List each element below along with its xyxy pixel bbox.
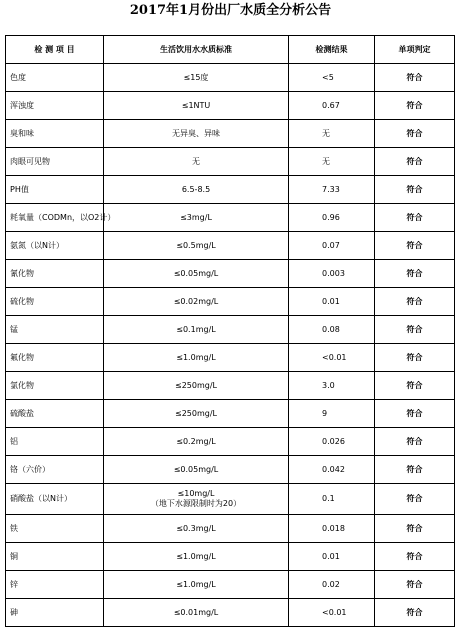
result-cell-text: 0.026	[322, 436, 345, 446]
standard-cell	[104, 428, 289, 456]
standard-cell-text: ≤1.0mg/L	[176, 551, 216, 561]
item-cell-text: PH值	[10, 184, 29, 194]
item-cell	[6, 316, 104, 344]
item-cell-text: 铁	[10, 523, 18, 533]
standard-cell-text: ≤0.01mg/L	[173, 607, 219, 617]
verdict-cell	[375, 260, 455, 288]
verdict-cell	[375, 372, 455, 400]
header-item: 检 测 项 目	[6, 36, 104, 64]
verdict-cell-text: 符合	[406, 352, 423, 362]
standard-cell	[104, 204, 289, 232]
standard-cell-text: ≤15度	[183, 72, 209, 82]
result-cell-text: 7.33	[322, 184, 340, 194]
header-result: 检测结果	[289, 36, 375, 64]
standard-cell-text: 6.5-8.5	[181, 184, 211, 194]
standard-cell	[104, 92, 289, 120]
verdict-cell	[375, 176, 455, 204]
table-row	[6, 288, 455, 316]
item-cell	[6, 428, 104, 456]
standard-cell-text: ≤250mg/L	[175, 408, 217, 418]
standard-cell	[104, 515, 289, 543]
verdict-cell	[375, 92, 455, 120]
item-cell	[6, 232, 104, 260]
result-cell	[289, 120, 375, 148]
verdict-cell	[375, 64, 455, 92]
verdict-cell	[375, 484, 455, 515]
standard-cell-text: 无异臭、异味	[172, 128, 220, 138]
table-row	[6, 148, 455, 176]
verdict-cell	[375, 571, 455, 599]
verdict-cell	[375, 599, 455, 627]
result-cell-text: 0.003	[322, 268, 345, 278]
item-cell	[6, 571, 104, 599]
standard-cell-text: ≤0.3mg/L	[176, 523, 216, 533]
result-cell-text: 0.07	[322, 240, 340, 250]
standard-note: （地下水源限制时为20）	[150, 499, 242, 508]
verdict-cell	[375, 316, 455, 344]
standard-cell	[104, 400, 289, 428]
verdict-cell-text: 符合	[406, 212, 423, 222]
table-row	[6, 515, 455, 543]
verdict-cell	[375, 400, 455, 428]
verdict-cell	[375, 456, 455, 484]
standard-cell	[104, 176, 289, 204]
verdict-cell	[375, 204, 455, 232]
table-row	[6, 372, 455, 400]
result-cell-text: <0.01	[322, 607, 347, 617]
result-cell-text: 无	[322, 128, 330, 138]
item-cell	[6, 288, 104, 316]
item-cell	[6, 92, 104, 120]
table-row	[6, 64, 455, 92]
result-cell	[289, 484, 375, 515]
result-cell	[289, 288, 375, 316]
item-cell-text: 氯化物	[10, 380, 34, 390]
result-cell	[289, 204, 375, 232]
result-cell-text: 无	[322, 156, 330, 166]
table-row	[6, 232, 455, 260]
table-header-row	[6, 36, 455, 64]
standard-cell-text: ≤0.02mg/L	[173, 296, 219, 306]
item-cell-text: 浑浊度	[10, 100, 34, 110]
result-cell	[289, 176, 375, 204]
standard-cell-text: 无	[192, 156, 200, 166]
table-row	[6, 120, 455, 148]
item-cell	[6, 515, 104, 543]
verdict-cell-text: 符合	[406, 240, 423, 250]
result-cell	[289, 400, 375, 428]
standard-cell	[104, 316, 289, 344]
verdict-cell-text: 符合	[406, 607, 423, 617]
result-cell	[289, 456, 375, 484]
result-cell	[289, 232, 375, 260]
standard-cell-text: ≤1.0mg/L	[176, 352, 216, 362]
result-cell	[289, 428, 375, 456]
item-cell	[6, 543, 104, 571]
standard-cell	[104, 344, 289, 372]
item-cell	[6, 344, 104, 372]
standard-cell-text: ≤1.0mg/L	[176, 579, 216, 589]
result-cell-text: 0.08	[322, 324, 340, 334]
standard-cell	[104, 484, 289, 515]
verdict-cell-text: 符合	[406, 579, 423, 589]
item-cell-text: 色度	[10, 72, 26, 82]
result-cell	[289, 571, 375, 599]
item-cell-text: 氰化物	[10, 268, 34, 278]
verdict-cell-text: 符合	[406, 128, 423, 138]
verdict-cell	[375, 428, 455, 456]
item-cell-text: 氨氮（以N计）	[10, 240, 64, 250]
result-cell-text: <0.01	[322, 352, 347, 362]
standard-cell-text: ≤0.05mg/L	[173, 268, 219, 278]
standard-cell	[104, 232, 289, 260]
standard-cell-text: ≤3mg/L	[180, 212, 212, 222]
item-cell-text: 砷	[10, 607, 18, 617]
header-standard: 生活饮用水水质标准	[104, 36, 289, 64]
verdict-cell-text: 符合	[406, 296, 423, 306]
verdict-cell	[375, 543, 455, 571]
standard-cell	[104, 64, 289, 92]
verdict-cell-text: 符合	[406, 72, 423, 82]
verdict-cell-text: 符合	[406, 494, 423, 503]
verdict-cell	[375, 120, 455, 148]
item-cell	[6, 456, 104, 484]
standard-cell-text: ≤250mg/L	[175, 380, 217, 390]
standard-cell-text: ≤10mg/L	[177, 489, 215, 498]
item-cell-text: 锌	[10, 579, 18, 589]
item-cell	[6, 484, 104, 515]
item-cell-text: 铝	[10, 436, 18, 446]
table-row	[6, 344, 455, 372]
item-cell-text: 铜	[10, 551, 18, 561]
result-cell	[289, 344, 375, 372]
result-cell-text: 9	[322, 408, 328, 418]
result-cell	[289, 316, 375, 344]
page-title: 2017年1月份出厂水质全分析公告	[129, 3, 332, 18]
standard-cell-text: ≤0.05mg/L	[173, 464, 219, 474]
result-cell	[289, 372, 375, 400]
standard-cell-text: ≤1NTU	[181, 100, 211, 110]
item-cell	[6, 372, 104, 400]
standard-cell	[104, 120, 289, 148]
verdict-cell	[375, 148, 455, 176]
table-row	[6, 543, 455, 571]
verdict-cell	[375, 288, 455, 316]
table-row	[6, 400, 455, 428]
verdict-cell-text: 符合	[406, 523, 423, 533]
verdict-cell	[375, 232, 455, 260]
water-quality-table	[5, 35, 455, 627]
standard-cell	[104, 372, 289, 400]
item-cell-text: 肉眼可见物	[10, 156, 50, 166]
result-cell-text: 0.01	[322, 296, 340, 306]
standard-cell	[104, 288, 289, 316]
result-cell-text: 3.0	[322, 380, 335, 390]
table-row	[6, 92, 455, 120]
result-cell	[289, 599, 375, 627]
standard-cell-text: ≤0.5mg/L	[176, 240, 216, 250]
standard-cell	[104, 260, 289, 288]
item-cell-text: 硫酸盐	[10, 408, 34, 418]
item-cell-text: 锰	[10, 324, 18, 334]
item-cell-text: 铬（六价）	[10, 464, 50, 474]
result-cell	[289, 92, 375, 120]
item-cell-text: 硫化物	[10, 296, 34, 306]
table-row	[6, 599, 455, 627]
result-cell-text: 0.1	[322, 494, 335, 503]
item-cell	[6, 64, 104, 92]
result-cell-text: 0.042	[322, 464, 345, 474]
verdict-cell-text: 符合	[406, 156, 423, 166]
standard-cell	[104, 599, 289, 627]
result-cell-text: 0.96	[322, 212, 340, 222]
item-cell-text: 硝酸盐（以N计）	[10, 494, 72, 503]
result-cell	[289, 148, 375, 176]
table-row	[6, 176, 455, 204]
table-row	[6, 456, 455, 484]
table-row	[6, 571, 455, 599]
verdict-cell-text: 符合	[406, 324, 423, 334]
item-cell	[6, 260, 104, 288]
result-cell-text: 0.018	[322, 523, 345, 533]
standard-cell	[104, 148, 289, 176]
result-cell-text: <5	[322, 72, 334, 82]
item-cell	[6, 148, 104, 176]
item-cell-text: 耗氧量（CODMn，以O2计）	[10, 212, 116, 222]
verdict-cell-text: 符合	[406, 100, 423, 110]
result-cell	[289, 543, 375, 571]
standard-cell-text: ≤0.1mg/L	[176, 324, 216, 334]
table-row	[6, 316, 455, 344]
item-cell	[6, 120, 104, 148]
standard-cell	[104, 456, 289, 484]
item-cell	[6, 400, 104, 428]
verdict-cell	[375, 515, 455, 543]
verdict-cell-text: 符合	[406, 436, 423, 446]
verdict-cell	[375, 344, 455, 372]
verdict-cell-text: 符合	[406, 408, 423, 418]
table-row	[6, 260, 455, 288]
verdict-cell-text: 符合	[406, 268, 423, 278]
header-verdict: 单项判定	[375, 36, 455, 64]
result-cell	[289, 515, 375, 543]
table-row	[6, 204, 455, 232]
table-row	[6, 428, 455, 456]
standard-cell-text: ≤0.2mg/L	[176, 436, 216, 446]
table-row	[6, 484, 455, 515]
result-cell	[289, 64, 375, 92]
verdict-cell-text: 符合	[406, 184, 423, 194]
item-cell	[6, 599, 104, 627]
standard-cell	[104, 571, 289, 599]
standard-cell	[104, 543, 289, 571]
verdict-cell-text: 符合	[406, 551, 423, 561]
result-cell-text: 0.01	[322, 551, 340, 561]
result-cell	[289, 260, 375, 288]
item-cell-text: 氟化物	[10, 352, 34, 362]
result-cell-text: 0.02	[322, 579, 340, 589]
verdict-cell-text: 符合	[406, 464, 423, 474]
item-cell	[6, 176, 104, 204]
item-cell-text: 臭和味	[10, 128, 34, 138]
item-cell	[6, 204, 116, 232]
result-cell-text: 0.67	[322, 100, 340, 110]
verdict-cell-text: 符合	[406, 380, 423, 390]
